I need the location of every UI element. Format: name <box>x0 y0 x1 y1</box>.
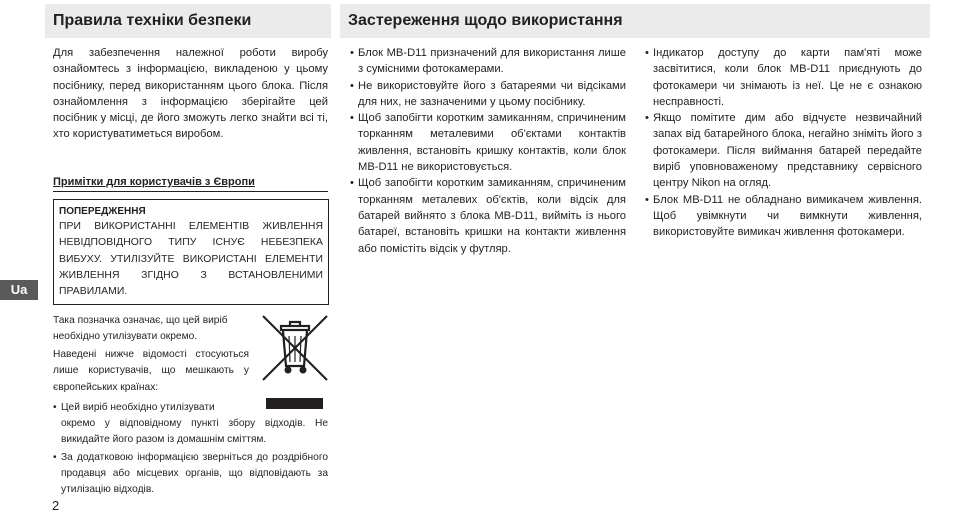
list-item: • Блок MB-D11 призначений для використання лише з сумісними фотокамерами. <box>350 45 626 78</box>
eu-disposal-list <box>53 400 328 501</box>
page-number: 2 <box>52 498 60 513</box>
list-item: • Блок MB-D11 не обладнано вимикачем живлення. Щоб увімкнути чи вимкнути живлення, використовуйте вимикач живлення фотокамери. <box>645 192 922 241</box>
language-tab: Ua <box>0 280 38 300</box>
crossed-out-wheelie-bin-icon <box>259 312 331 384</box>
precautions-header <box>340 4 930 38</box>
safety-column <box>53 45 328 143</box>
precautions-column-right <box>645 45 922 241</box>
list-item: • За додатковою інформацією зверніться до роздрібного продавця або місцевих органів, що відповідають за утилізацію відходів. <box>53 450 328 498</box>
eu-info-text: Наведені нижче відомості стосуються лише користувачів, що мешкають у європейських країнах: <box>53 349 249 393</box>
warning-title: ПОПЕРЕДЖЕННЯ <box>59 206 146 217</box>
precautions-column-left <box>350 45 626 257</box>
marking-text: Така позначка означає, що цей виріб необхідно утилізувати окремо. <box>53 315 228 342</box>
list-item: • Індикатор доступу до карти пам'яті може засвітитися, коли блок MB-D11 приєднують до фотокамери чи знімають із неї. Це не є ознакою несправності. <box>645 45 922 110</box>
list-item: • Щоб запобігти коротким замиканням, спричиненим торканням металевими об'єктами контактів живлення, встановіть кришку контактів, коли блок MB-D11 не використовується. <box>350 110 626 175</box>
warning-box <box>53 199 329 305</box>
list-item: • Щоб запобігти коротким замиканням, спричиненим торканням металевих об'єктів, коли відсік для батарей вийнято з блока MB-D11, вийміть із нього батареї, встановіть кришки на контакти живлення або помістіть відсік у футляр. <box>350 175 626 256</box>
list-item: • Цей виріб необхідно утилізувати окремо у відповідному пункті збору відходів. Не викидайте його разом із домашнім сміттям. <box>53 400 328 448</box>
europe-notes-heading: Примітки для користувачів з Європи <box>53 174 328 192</box>
precautions-title: Застереження щодо використання <box>348 12 623 29</box>
safety-header <box>45 4 331 38</box>
safety-intro: Для забезпечення належної роботи виробу ознайомтесь з інформацією, викладеною у цьому посібнику, перед використанням цього блока. Після ознайомлення з інформацією зберігайте цей посібник у місці, де його зможуть легко знайти всі ті, хто користуватиметься виробом. <box>53 47 328 141</box>
warning-text: ПРИ ВИКОРИСТАННІ ЕЛЕМЕНТІВ ЖИВЛЕННЯ НЕВІДПОВІДНОГО ТИПУ ІСНУЄ НЕБЕЗПЕКА ВИБУХУ. УТИЛІЗУЙТЕ ВИКОРИСТАНІ ЕЛЕМЕНТИ ЖИВЛЕННЯ ЗГІДНО З ВСТАНОВЛЕНИМИ ПРАВИЛАМИ. <box>59 221 323 298</box>
list-item: • Не використовуйте його з батареями чи відсіками для них, не зазначеними у цьому посібнику. <box>350 78 626 111</box>
list-item: • Якщо помітите дим або відчуєте незвичайний запах від батарейного блока, негайно зніміть його з фотокамери. Після виймання батарей передайте виріб уповноваженому представнику сервісного центру Nikon на огляд. <box>645 110 922 191</box>
safety-title: Правила техніки безпеки <box>53 12 252 29</box>
